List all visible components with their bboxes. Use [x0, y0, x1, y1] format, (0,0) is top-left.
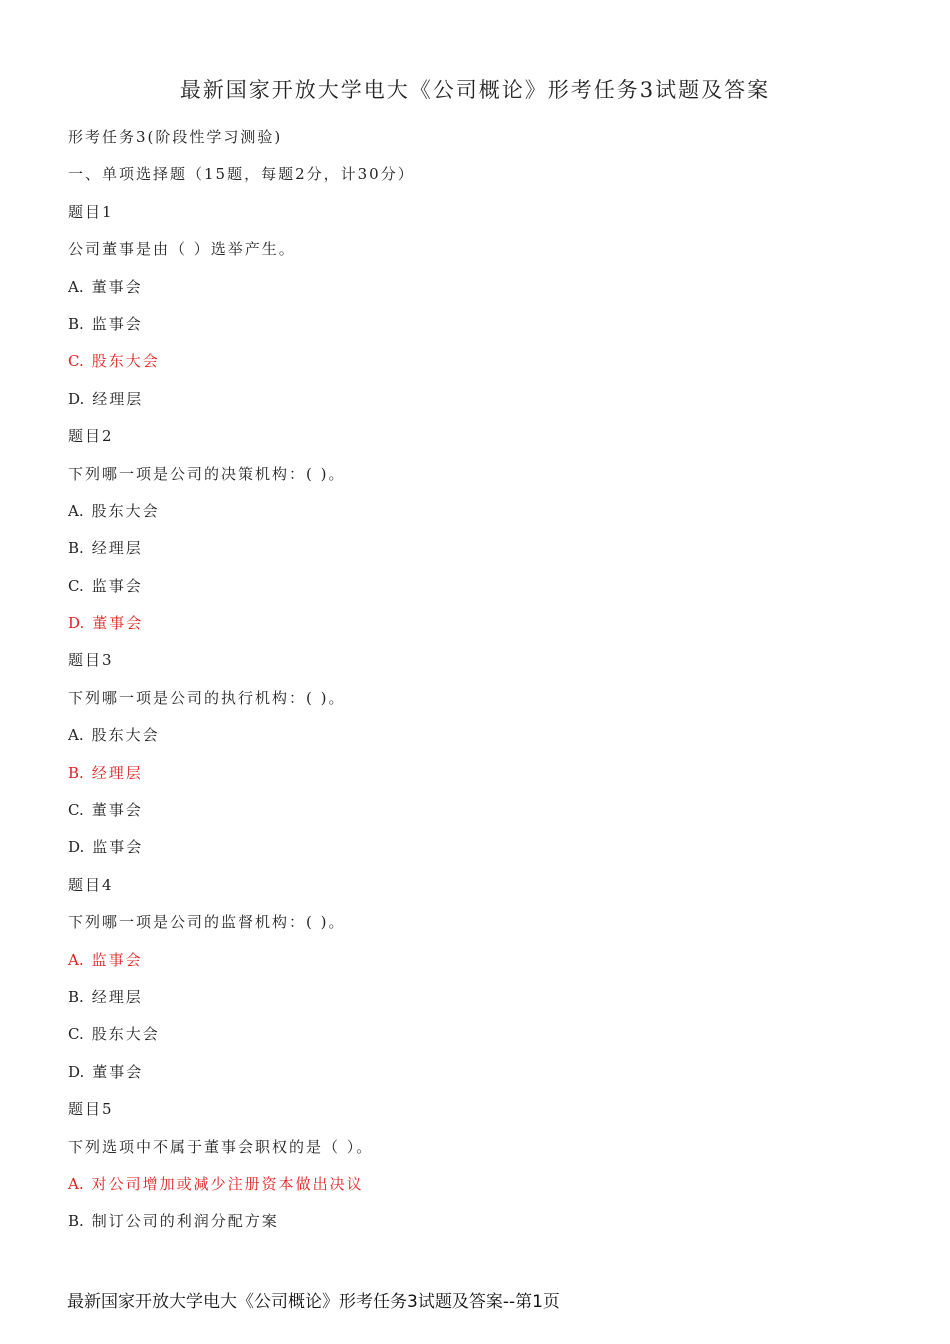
option-letter: B. [68, 314, 84, 333]
correct-option-item [68, 1173, 888, 1210]
option-text: 经理层 [91, 987, 143, 1006]
option-letter: B. [68, 539, 84, 558]
option-text: 股东大会 [91, 1025, 160, 1044]
option-text: 经理层 [91, 539, 143, 558]
option-letter: D. [68, 389, 85, 408]
option-letter: A. [68, 501, 84, 520]
option-item [68, 537, 888, 574]
option-text: 监事会 [91, 576, 143, 595]
correct-option-item [68, 612, 888, 649]
option-item [68, 276, 888, 313]
option-letter: A. [68, 1174, 84, 1193]
option-letter: B. [68, 987, 84, 1006]
option-letter: D. [68, 1062, 85, 1081]
question-label: 题目4 [68, 875, 114, 894]
correct-option-item [68, 762, 888, 799]
option-text: 监事会 [91, 950, 143, 969]
question-label: 题目2 [68, 427, 114, 446]
option-item [68, 575, 888, 612]
option-text: 董事会 [91, 277, 143, 296]
option-text: 董事会 [92, 614, 144, 633]
question-label: 题目3 [68, 651, 114, 670]
option-item [68, 388, 888, 425]
option-text: 股东大会 [91, 501, 160, 520]
option-item [68, 1023, 888, 1060]
correct-option-item [68, 350, 888, 387]
option-letter: C. [68, 1025, 84, 1044]
option-text: 股东大会 [91, 726, 160, 745]
option-letter: A. [68, 726, 84, 745]
option-text: 制订公司的利润分配方案 [91, 1212, 279, 1231]
question-stem: 公司董事是由（ ）选举产生。 [68, 240, 296, 259]
question-stem: 下列哪一项是公司的监督机构：( )。 [68, 913, 346, 932]
option-letter: D. [68, 838, 85, 857]
option-item [68, 500, 888, 537]
option-text: 董事会 [92, 1062, 144, 1081]
option-item [68, 313, 888, 350]
section-heading: 一、单项选择题（15题，每题2分，计30分） [68, 165, 415, 184]
option-text: 监事会 [91, 314, 143, 333]
option-text: 经理层 [92, 389, 144, 408]
question-stem: 下列哪一项是公司的决策机构：( )。 [68, 464, 346, 483]
option-letter: C. [68, 801, 84, 820]
option-text: 对公司增加或减少注册资本做出决议 [91, 1174, 364, 1193]
option-letter: B. [68, 763, 84, 782]
option-letter: C. [68, 352, 84, 371]
option-text: 董事会 [91, 801, 143, 820]
page-footer: 最新国家开放大学电大《公司概论》形考任务3试题及答案--第1页 [67, 1292, 560, 1312]
option-item [68, 724, 888, 761]
option-text: 股东大会 [91, 352, 160, 371]
option-letter: C. [68, 576, 84, 595]
question-stem: 下列哪一项是公司的执行机构：( )。 [68, 688, 346, 707]
question-label: 题目1 [68, 202, 114, 221]
option-item [68, 799, 888, 836]
correct-option-item [68, 949, 888, 986]
subtitle: 形考任务3(阶段性学习测验) [68, 128, 283, 146]
question-stem: 下列选项中不属于董事会职权的是（ ）。 [68, 1137, 374, 1156]
option-letter: A. [68, 277, 84, 296]
option-item [68, 1061, 888, 1098]
option-item [68, 836, 888, 873]
option-text: 监事会 [92, 838, 144, 857]
document-body [68, 126, 888, 1248]
option-item [68, 986, 888, 1023]
option-letter: B. [68, 1212, 84, 1231]
option-item [68, 1210, 888, 1247]
question-label: 题目5 [68, 1100, 114, 1119]
option-text: 经理层 [91, 763, 143, 782]
option-letter: D. [68, 614, 85, 633]
option-letter: A. [68, 950, 84, 969]
document-title: 最新国家开放大学电大《公司概论》形考任务3试题及答案 [179, 78, 771, 102]
